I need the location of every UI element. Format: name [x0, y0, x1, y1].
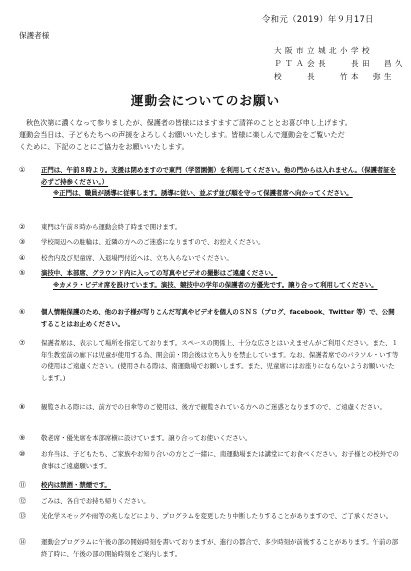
list-item [19, 222, 399, 234]
item-number: ④ [19, 254, 26, 262]
intro-line: 運動会当日は、子どもたちへの声援をよろしくお願いいたします。皆様に楽しんで運動会をご覧いただ [19, 130, 345, 140]
item-number: ① [19, 166, 26, 174]
item-number: ② [19, 223, 26, 231]
sender-principal: 校 長 竹本 弥生 [274, 72, 395, 81]
item-number: ③ [19, 238, 26, 246]
item-number: ⑥ [19, 308, 26, 316]
item-number: ⑬ [19, 512, 26, 520]
item-number: ⑪ [19, 481, 26, 489]
item-text: お弁当は、子どもたち、ご家族やお知り合いの方とご一緒に、南運動場または講堂にてお食べください。お子様との校外での食事はご遠慮願います。 [41, 450, 399, 470]
list-item [19, 511, 399, 523]
item-number: ⑧ [19, 403, 26, 411]
list-item [19, 338, 399, 384]
document-date: 令和元（2019）年９月17日 [262, 14, 374, 24]
list-item [19, 537, 399, 560]
item-number: ⑦ [19, 339, 26, 347]
item-number: ⑫ [19, 497, 26, 505]
item-note: ※正門は、職員が誘導に従事します。誘導に従い、並ぶず並び順を守って保護者席へ向かってください。 [53, 189, 353, 198]
intro-line: くために、下記のことにご協力をお願いいたします。 [19, 142, 189, 152]
sender-school: 大阪市立城北小学校 [274, 46, 373, 55]
item-text: ごみは、各自でお持ち帰りください。 [41, 497, 150, 505]
list-item [19, 165, 399, 200]
list-item [19, 433, 399, 445]
list-item [19, 237, 399, 249]
item-text: 校内は禁酒・禁煙です。 [41, 481, 111, 489]
recipient-line: 保護者様 [19, 31, 50, 40]
intro-paragraph [19, 117, 399, 154]
item-text: 保護者席は、表示して場所を指定しております。スペースの関係上、十分な広さとはいえませんがご利用ください。また、１年生教室前の廊下は児童が使用する為、開会前・閉会後は立ち入りを禁止しています。なお、保護者席でのパラソル・いす等の使用はご遠慮ください。(使用される際は、南運動場でお願いします。また、児童席にはお座りにならないようお願いいたします。) [41, 339, 399, 382]
item-text: 観覧される際には、前方での日傘等のご使用は、後方で観覧されている方へのご迷惑となりますので、ご遠慮ください。 [41, 403, 386, 411]
list-item [19, 253, 399, 265]
item-note: ※カメラ・ビデオ席を設けています。演技、競技中の学年の保護者の方優先です。譲り合って利用してください。 [53, 280, 378, 289]
list-item [19, 449, 399, 472]
item-text: 学校周辺への駐輪は、近隣の方へのご迷惑になりますので、お控えください。 [41, 238, 265, 246]
list-item [19, 307, 399, 330]
item-text: 演技中、本部席、グラウンド内に入っての写真やビデオの撮影はご遠慮ください。 [41, 269, 278, 277]
intro-line: 秋色次第に濃くなって参りましたが、保護者の皆様にはますますご清祥のこととお喜び申し上げます。 [19, 118, 352, 127]
list-item [19, 496, 399, 508]
item-number: ⑤ [19, 269, 26, 277]
item-text: 正門は、午前８時より。支援は閉めますので東門（学習園側）を利用してください。他の門からは入れません。（保護者証を必ずご持参ください。） [41, 166, 397, 186]
item-text: 校舎内及び児童席、入退場門付近へは、立ち入らないでください。 [41, 254, 233, 262]
item-text: 敬老席・優先席を本部席横に設けています。譲り合ってお使いください。 [41, 434, 252, 442]
item-text: 個人情報保護のため、他のお子様が写りこんだ写真やビデオを個人のＳＮＳ（ブログ、facebook、Twitter 等）で、公開することはお止めください。 [41, 308, 395, 328]
item-text: 運動会プログラムに午後の部の開始時刻を書いておりますが、進行の都合で、多少時刻が前後することがあります。午前の部終了時に、午後の部の開始時刻をご案内します。 [41, 538, 399, 558]
item-text: 光化学スモッグや雨等の兆しなどにより、プログラムを変更したり中断したりすることがありますので、ご了承ください。 [41, 512, 393, 520]
list-item [19, 402, 399, 414]
item-number: ⑨ [19, 434, 26, 442]
list-item [19, 480, 399, 492]
item-number: ⑭ [19, 538, 26, 546]
item-text: 東門は午前８時から運動会終了時まで開けます。 [41, 223, 182, 231]
item-number: ⑩ [19, 450, 26, 458]
document-title: 運動会についてのお願い [130, 93, 281, 108]
list-item [19, 268, 399, 291]
sender-pta: ＰＴＡ会長 長田 昌久 [274, 59, 406, 68]
